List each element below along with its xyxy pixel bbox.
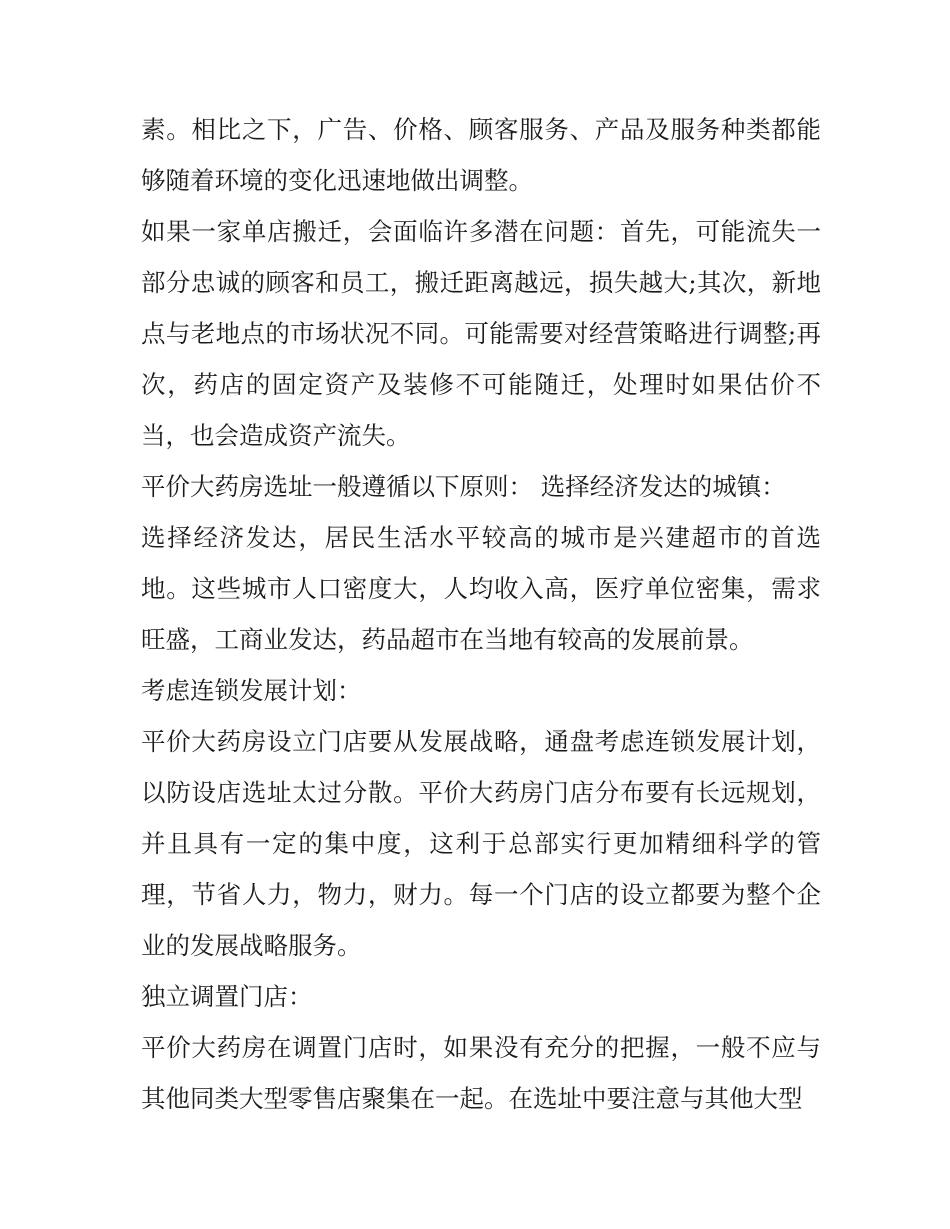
- paragraph-relocation-intro: 素。相比之下，广告、价格、顾客服务、产品及服务种类都能够随着环境的变化迅速地做出调整。: [141, 115, 821, 195]
- heading-chain-development-plan: 考虑连锁发展计划：: [141, 676, 362, 705]
- heading-independent-store: 独立调置门店：: [141, 982, 313, 1011]
- paragraph-independent-store: 平价大药房在调置门店时，如果没有充分的把握，一般不应与其他同类大型零售店聚集在一起。在选址中要注意与其他大型: [141, 1033, 821, 1113]
- paragraph-chain-development-plan: 平价大药房设立门店要从发展战略，通盘考虑连锁发展计划，以防设店选址太过分散。平价大药房门店分布要有长远规划，并且具有一定的集中度，这利于总部实行更加精细科学的管理，节省人力，物力，财力。每一个门店的设立都要为整个企业的发展战略服务。: [141, 727, 821, 960]
- document-body: [141, 104, 821, 1124]
- paragraph-site-selection-principles: 平价大药房选址一般遵循以下原则： 选择经济发达的城镇：: [141, 472, 786, 501]
- paragraph-store-relocation-issues: 如果一家单店搬迁，会面临许多潜在问题：首先，可能流失一部分忠诚的顾客和员工，搬迁距离越远，损失越大;其次，新地点与老地点的市场状况不同。可能需要对经营策略进行调整;再次，药店的固定资产及装修不可能随迁，处理时如果估价不当，也会造成资产流失。: [141, 217, 821, 450]
- paragraph-developed-cities: 选择经济发达，居民生活水平较高的城市是兴建超市的首选地。这些城市人口密度大，人均收入高，医疗单位密集，需求旺盛，工商业发达，药品超市在当地有较高的发展前景。: [141, 523, 821, 654]
